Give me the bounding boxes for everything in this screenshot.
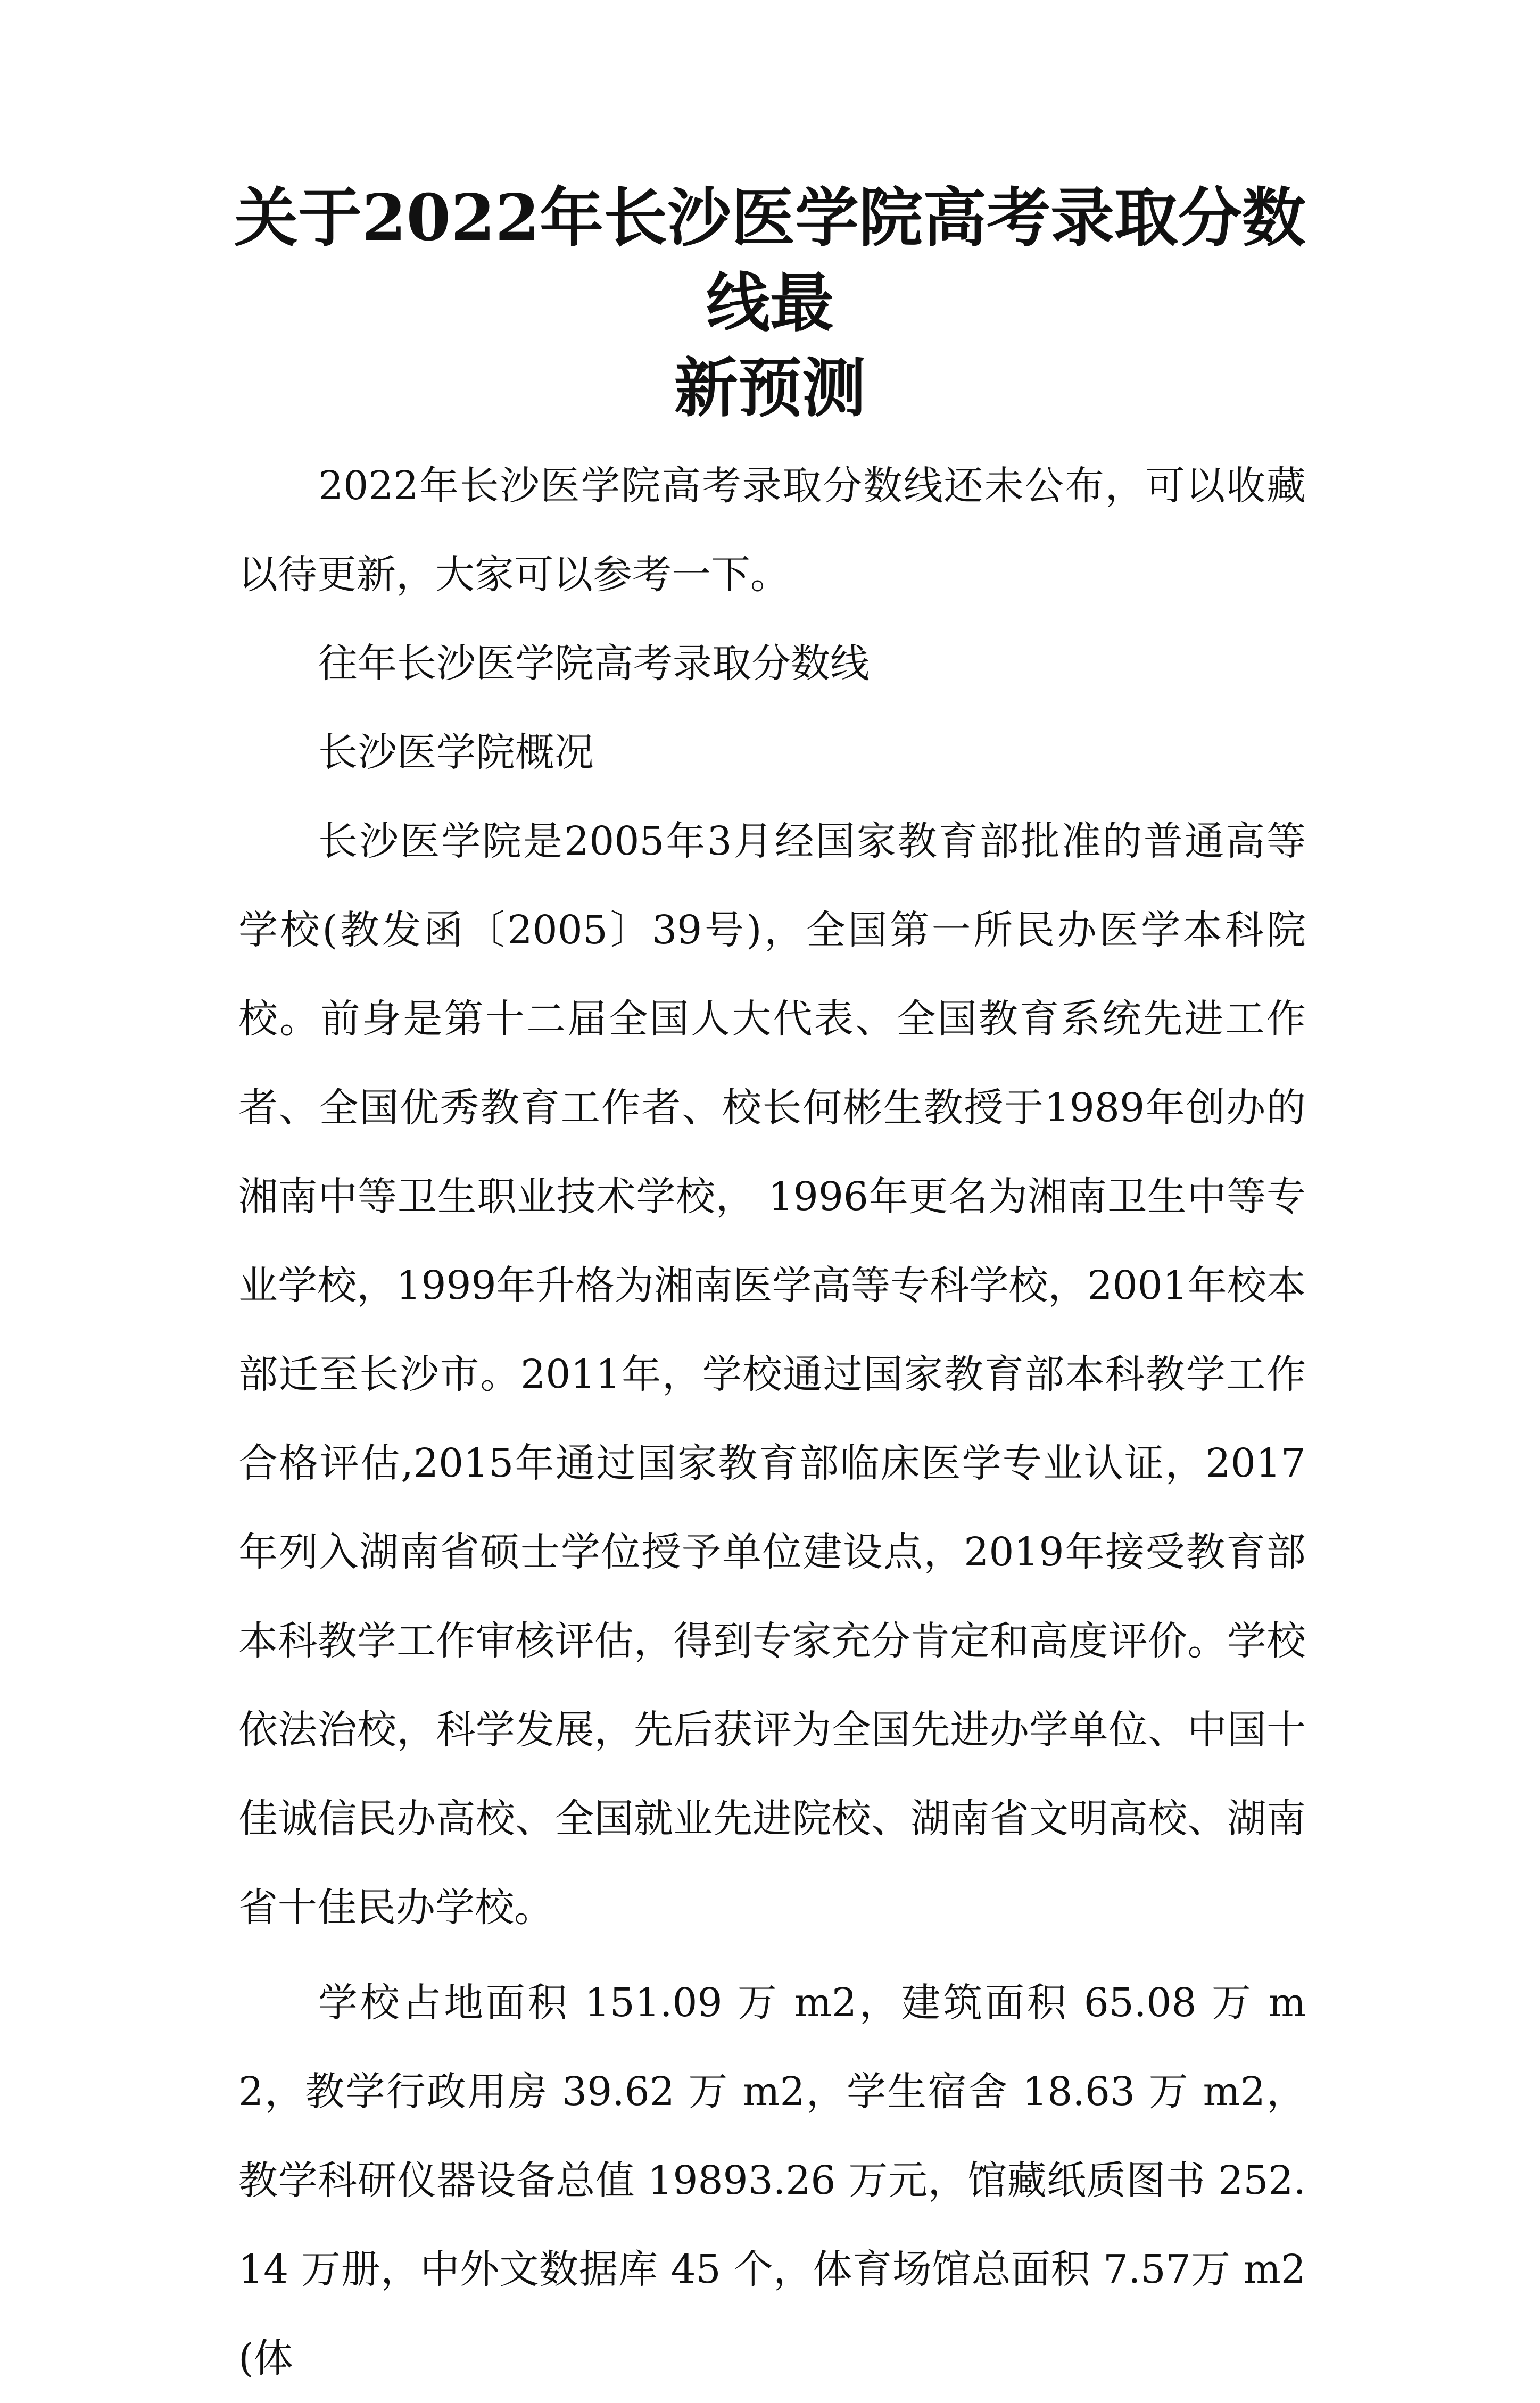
paragraph-overview-heading: 长沙医学院概况 [318,730,594,775]
paragraph-campus-facts: 学校占地面积 151.09 万 m2，建筑面积 65.08 万 m2，教学行政用房 39.62 万 m2，学生宿舍 18.63 万 m2，教学科研仪器设备总值 19893.26 万元，馆藏纸质图书 252.14 万册，中外文数据库 45 个，体育场馆总面积 7.57万 m2(体 [238,1980,1306,2381]
document-title-line-1: 关于2022年长沙医学院高考录取分数线最 [234,180,1306,341]
document-title-line-2: 新预测 [674,351,866,426]
paragraph-history: 长沙医学院是2005年3月经国家教育部批准的普通高等学校(教发函〔2005〕39号)，全国第一所民办医学本科院校。前身是第十二届全国人大代表、全国教育系统先进工作者、全国优秀教育工作者、校长何彬生教授于1989年创办的湘南中等卫生职业技术学校， 1996年更名为湘南卫生中等专业学校，1999年升格为湘南医学高等专科学校，2001年校本部迁至长沙市。2011年，学校通过国家教育部本科教学工作合格评估,2015年通过国家教育部临床医学专业认证，2017年列入湖南省硕士学位授予单位建设点，2019年接受教育部本科教学工作审核评估，得到专家充分肯定和高度评价。学校依法治校，科学发展，先后获评为全国先进办学单位、中国十佳诚信民办高校、全国就业先进院校、湖南省文明高校、湖南省十佳民办学校。 [238,818,1306,1930]
paragraph-intro: 2022年长沙医学院高考录取分数线还未公布，可以收藏以待更新，大家可以参考一下。 [238,463,1306,598]
document-body [238,442,1306,2403]
paragraph-past-scores-heading: 往年长沙医学院高考录取分数线 [318,641,870,686]
document-title [234,176,1306,431]
